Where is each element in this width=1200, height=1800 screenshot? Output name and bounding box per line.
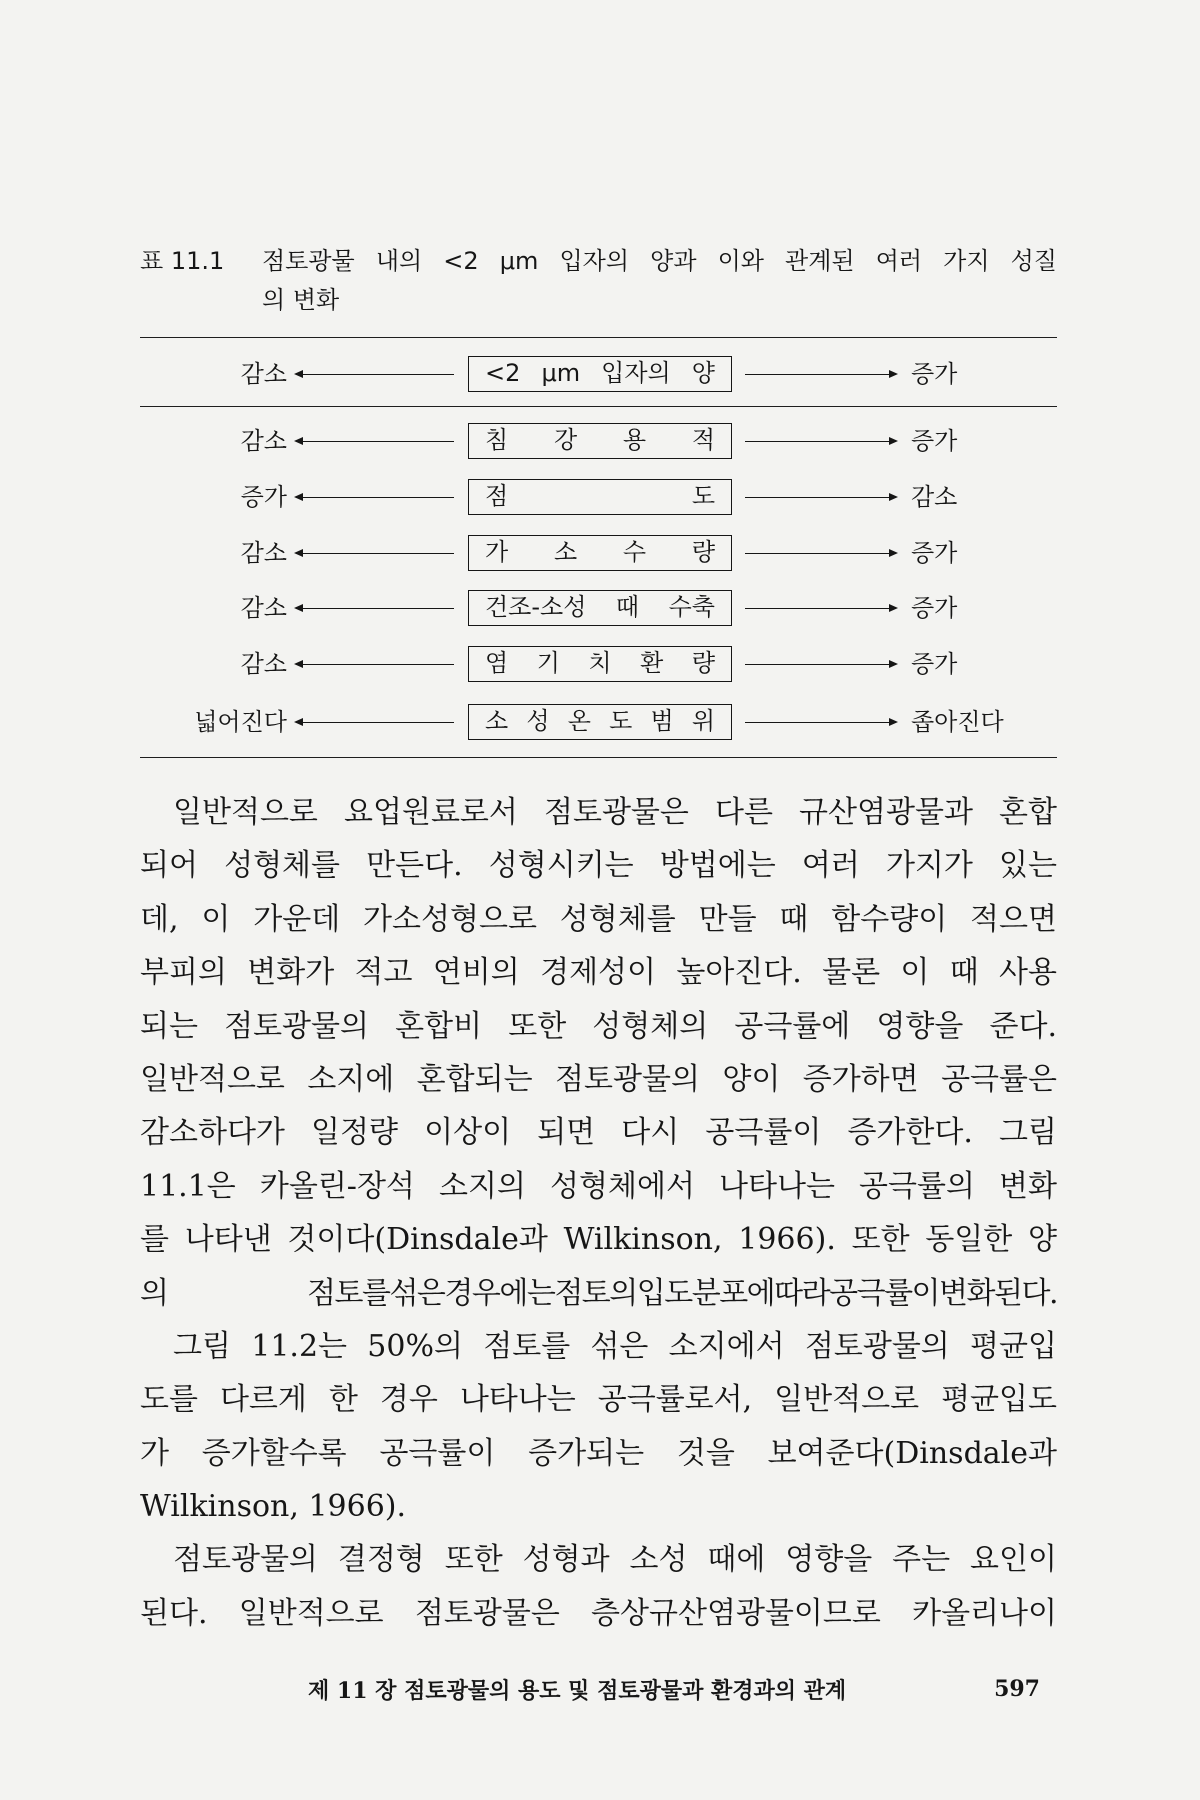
property-box: 소 성 온 도 범 위 — [468, 704, 732, 740]
table-row — [140, 702, 1057, 742]
row-left-label: 감소 — [240, 427, 287, 455]
increase-label: 증가 — [911, 360, 958, 388]
property-box: <2 μm 입자의 양 — [468, 356, 732, 392]
right-arrow-icon — [745, 553, 896, 554]
table-header-row — [140, 354, 1057, 394]
body-line: 일반적으로 요업원료로서 점토광물은 다른 규산염광물과 혼합 — [173, 795, 1057, 830]
paragraph — [140, 786, 1057, 1320]
table-row — [140, 421, 1057, 461]
body-line: 를 나타낸 것이다(Dinsdale과 Wilkinson, 1966). 또한 동일한 양 — [140, 1222, 1057, 1258]
row-left-label: 감소 — [240, 650, 287, 678]
body-line: 되어 성형체를 만든다. 성형시키는 방법에는 여러 가지가 있는 — [140, 848, 1057, 884]
decrease-label: 감소 — [240, 360, 287, 388]
table-row — [140, 588, 1057, 628]
row-right-label: 감소 — [911, 483, 958, 511]
right-arrow-icon — [745, 664, 896, 665]
page-number: 597 — [994, 1676, 1040, 1702]
body-text — [140, 786, 1057, 1640]
body-line: 부피의 변화가 적고 연비의 경제성이 높아진다. 물론 이 때 사용 — [140, 955, 1057, 991]
row-right-label: 좁아진다 — [911, 708, 1004, 736]
right-arrow-icon — [745, 374, 896, 375]
property-box: 침 강 용 적 — [468, 423, 732, 459]
body-line: 11.1은 카올린-장석 소지의 성형체에서 나타나는 공극률의 변화 — [140, 1168, 1057, 1204]
running-head: 제 11 장 점토광물의 용도 및 점토광물과 환경과의 관계 — [308, 1677, 847, 1704]
row-left-label: 넓어진다 — [194, 708, 287, 736]
body-line: 되는 점토광물의 혼합비 또한 성형체의 공극률에 영향을 준다. — [140, 1008, 1057, 1044]
row-left-label: 증가 — [240, 483, 287, 511]
paragraph — [140, 1533, 1057, 1640]
left-arrow-icon — [296, 374, 454, 375]
body-line: 일반적으로 소지에 혼합되는 점토광물의 양이 증가하면 공극률은 — [140, 1061, 1057, 1097]
table-caption-line: 의 변화 — [262, 286, 340, 314]
right-arrow-icon — [745, 497, 896, 498]
table-caption-line: 점토광물 내의 <2 μm 입자의 양과 이와 관계된 여러 가지 성질 — [262, 247, 1057, 275]
left-arrow-icon — [296, 664, 454, 665]
body-line: 도를 다르게 한 경우 나타나는 공극률로서, 일반적으로 평균입도 — [140, 1382, 1057, 1418]
property-box: 염 기 치 환 량 — [468, 646, 732, 682]
body-line: 점토광물의 결정형 또한 성형과 소성 때에 영향을 주는 요인이 — [173, 1542, 1057, 1578]
row-right-label: 증가 — [911, 539, 958, 567]
right-arrow-icon — [745, 608, 896, 609]
table-row — [140, 533, 1057, 573]
row-left-label: 감소 — [240, 594, 287, 622]
body-line: 데, 이 가운데 가소성형으로 성형체를 만들 때 함수량이 적으면 — [140, 901, 1057, 937]
body-line: 그림 11.2는 50%의 점토를 섞은 소지에서 점토광물의 평균입 — [173, 1328, 1057, 1364]
table-caption-label: 표 11.1 — [140, 247, 225, 275]
left-arrow-icon — [296, 553, 454, 554]
property-box: 가 소 수 량 — [468, 535, 732, 571]
property-box: 건조-소성 때 수축 — [468, 590, 732, 626]
table-bottom-rule — [140, 757, 1057, 758]
row-right-label: 증가 — [911, 427, 958, 455]
table-top-rule — [140, 337, 1057, 338]
row-right-label: 증가 — [911, 650, 958, 678]
right-arrow-icon — [745, 722, 896, 723]
table-header-rule — [140, 406, 1057, 407]
table-row — [140, 477, 1057, 517]
property-box: 점 도 — [468, 479, 732, 515]
table-row — [140, 644, 1057, 684]
page-footer — [308, 1671, 1040, 1707]
body-line: 의 점토를섞은경우에는점토의입도분포에따라공극률이변화된다. — [140, 1275, 1057, 1311]
body-line: 가 증가할수록 공극률이 증가되는 것을 보여준다(Dinsdale과 — [140, 1435, 1057, 1471]
left-arrow-icon — [296, 441, 454, 442]
left-arrow-icon — [296, 722, 454, 723]
left-arrow-icon — [296, 497, 454, 498]
body-line: Wilkinson, 1966). — [140, 1489, 407, 1525]
row-left-label: 감소 — [240, 539, 287, 567]
left-arrow-icon — [296, 608, 454, 609]
body-line: 감소하다가 일정량 이상이 되면 다시 공극률이 증가한다. 그림 — [140, 1115, 1057, 1151]
paragraph — [140, 1320, 1057, 1534]
body-line: 된다. 일반적으로 점토광물은 층상규산염광물이므로 카올리나이 — [140, 1595, 1057, 1631]
right-arrow-icon — [745, 441, 896, 442]
row-right-label: 증가 — [911, 594, 958, 622]
